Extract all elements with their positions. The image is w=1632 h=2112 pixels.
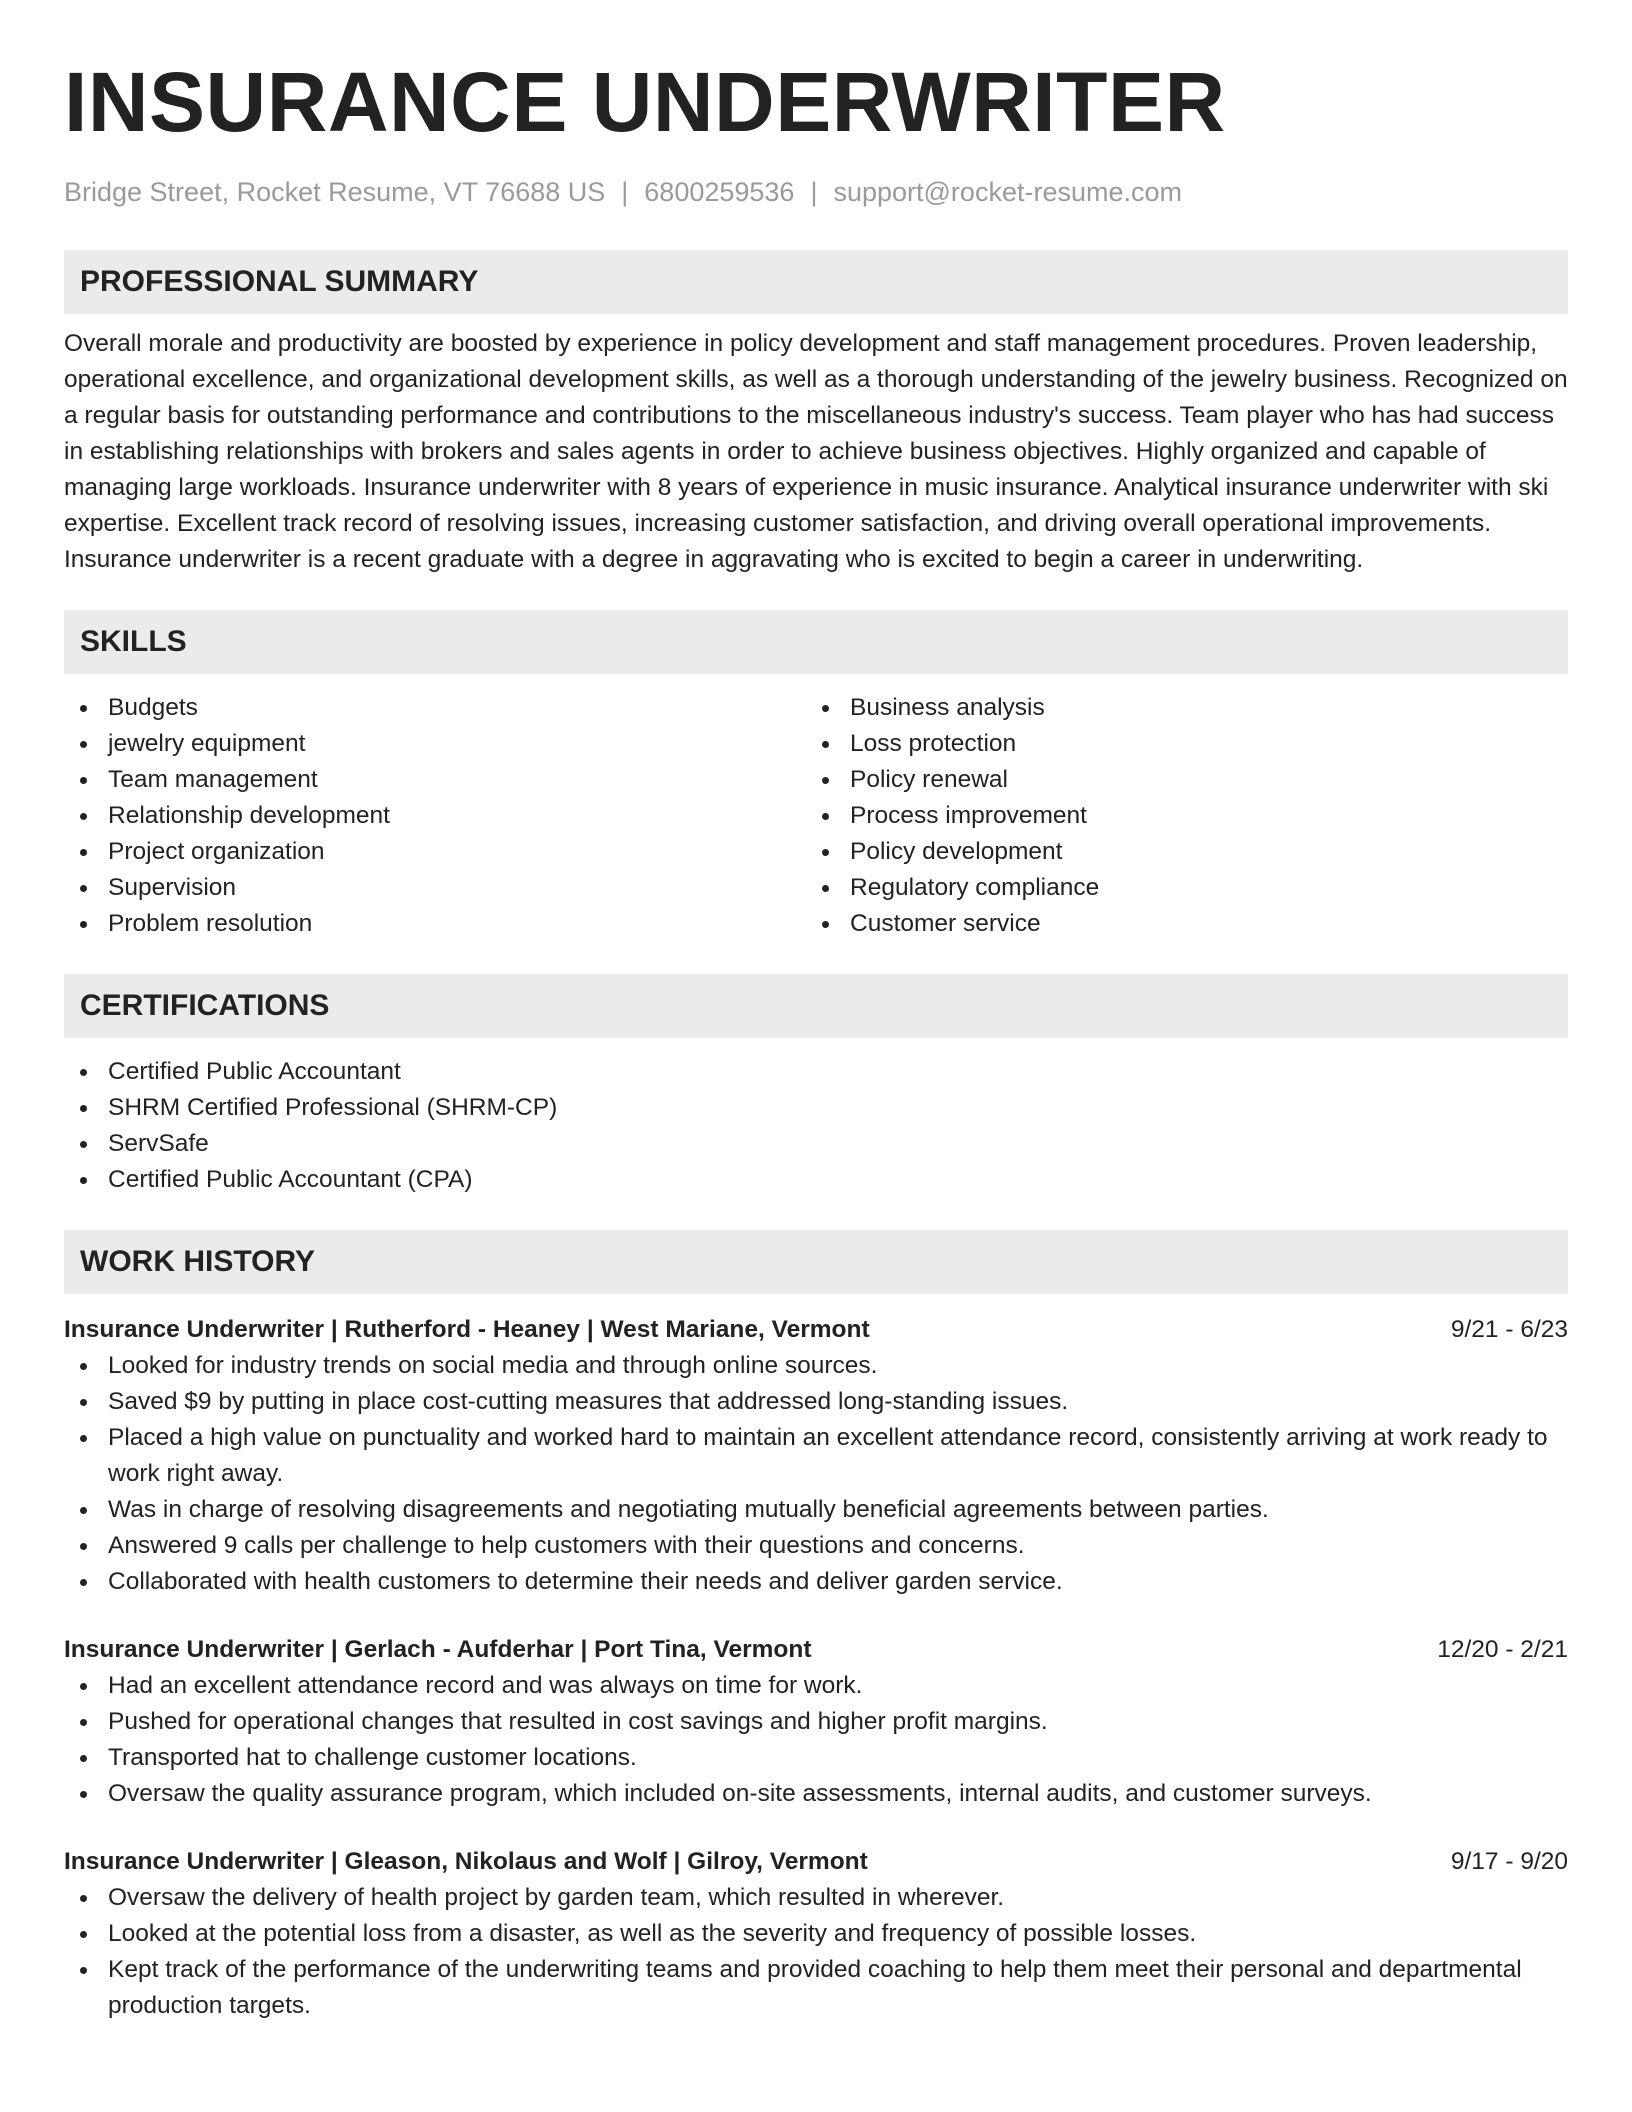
certification-item: Certified Public Accountant (CPA) [64,1162,1568,1198]
skill-item: Business analysis [806,690,1548,726]
work-history-heading: WORK HISTORY [64,1230,1568,1294]
job-bullet: Looked for industry trends on social media and through online sources. [64,1348,1568,1384]
job-bullets [64,1880,1568,2024]
job-bullet: Placed a high value on punctuality and worked hard to maintain an excellent attendance record, consistently arriving at work ready to work right away. [64,1420,1568,1492]
job-bullet: Transported hat to challenge customer locations. [64,1740,1568,1776]
job-title: Insurance Underwriter | Gerlach - Aufderhar | Port Tina, Vermont [64,1636,812,1663]
job-header [64,1312,1568,1348]
skill-item: Project organization [64,834,806,870]
job-entry [64,1844,1568,2024]
job-entry [64,1312,1568,1600]
job-bullet: Looked at the potential loss from a disaster, as well as the severity and frequency of possible losses. [64,1916,1568,1952]
skill-item: jewelry equipment [64,726,806,762]
certification-item: SHRM Certified Professional (SHRM-CP) [64,1090,1568,1126]
skill-item: Loss protection [806,726,1548,762]
summary-heading: PROFESSIONAL SUMMARY [64,250,1568,314]
job-bullet: Answered 9 calls per challenge to help customers with their questions and concerns. [64,1528,1568,1564]
contact-line [64,174,1568,210]
skill-item: Budgets [64,690,806,726]
job-bullet: Collaborated with health customers to determine their needs and deliver garden service. [64,1564,1568,1600]
contact-separator: | [810,177,818,207]
job-bullet: Was in charge of resolving disagreements and negotiating mutually beneficial agreements between parties. [64,1492,1568,1528]
resume-name: INSURANCE UNDERWRITER [64,55,1226,149]
skill-item: Policy renewal [806,762,1548,798]
contact-phone: 6800259536 [644,177,795,207]
job-entry [64,1632,1568,1812]
job-title: Insurance Underwriter | Gleason, Nikolaus and Wolf | Gilroy, Vermont [64,1848,868,1875]
skills-heading: SKILLS [64,610,1568,674]
contact-email: support@rocket-resume.com [833,177,1182,207]
job-dates: 9/17 - 9/20 [1450,1848,1568,1875]
job-bullet: Oversaw the quality assurance program, which included on-site assessments, internal audits, and customer surveys. [64,1776,1568,1812]
job-dates: 9/21 - 6/23 [1450,1316,1568,1343]
job-header [64,1632,1568,1668]
skill-item: Process improvement [806,798,1548,834]
contact-address: Bridge Street, Rocket Resume, VT 76688 US [64,177,606,207]
job-bullets [64,1668,1568,1812]
certifications-list [64,1054,1568,1198]
job-bullet: Had an excellent attendance record and was always on time for work. [64,1668,1568,1704]
skill-item: Relationship development [64,798,806,834]
job-dates: 12/20 - 2/21 [1437,1636,1568,1663]
job-bullet: Kept track of the performance of the underwriting teams and provided coaching to help them meet their personal and departmental production targets. [64,1952,1568,2024]
job-bullet: Saved $9 by putting in place cost-cutting measures that addressed long-standing issues. [64,1384,1568,1420]
certification-item: ServSafe [64,1126,1568,1162]
job-bullets [64,1348,1568,1600]
job-title: Insurance Underwriter | Rutherford - Heaney | West Mariane, Vermont [64,1316,870,1343]
job-bullet: Pushed for operational changes that resulted in cost savings and higher profit margins. [64,1704,1568,1740]
skill-item: Supervision [64,870,806,906]
skill-item: Problem resolution [64,906,806,942]
job-header [64,1844,1568,1880]
skill-item: Regulatory compliance [806,870,1548,906]
skill-item: Policy development [806,834,1548,870]
certifications-heading: CERTIFICATIONS [64,974,1568,1038]
skills-column-right [806,690,1548,942]
skills-list [64,690,1568,942]
certification-item: Certified Public Accountant [64,1054,1568,1090]
job-bullet: Oversaw the delivery of health project by garden team, which resulted in wherever. [64,1880,1568,1916]
skills-column-left [64,690,806,942]
skill-item: Team management [64,762,806,798]
skill-item: Customer service [806,906,1548,942]
contact-separator: | [621,177,629,207]
resume-page [64,0,1568,2024]
summary-text: Overall morale and productivity are boosted by experience in policy development and staff management procedures. Proven leadership, operational excellence, and organizational development skills, as well as a thorough understanding of the jewelry business. Recognized on a regular basis for outstanding performance and contributions to the miscellaneous industry's success. Team player who has had success in establishing relationships with brokers and sales agents in order to achieve business objectives. Highly organized and capable of managing large workloads. Insurance underwriter with 8 years of experience in music insurance. Analytical insurance underwriter with ski expertise. Excellent track record of resolving issues, increasing customer satisfaction, and driving overall operational improvements. Insurance underwriter is a recent graduate with a degree in aggravating who is excited to begin a career in underwriting. [64,330,1568,573]
